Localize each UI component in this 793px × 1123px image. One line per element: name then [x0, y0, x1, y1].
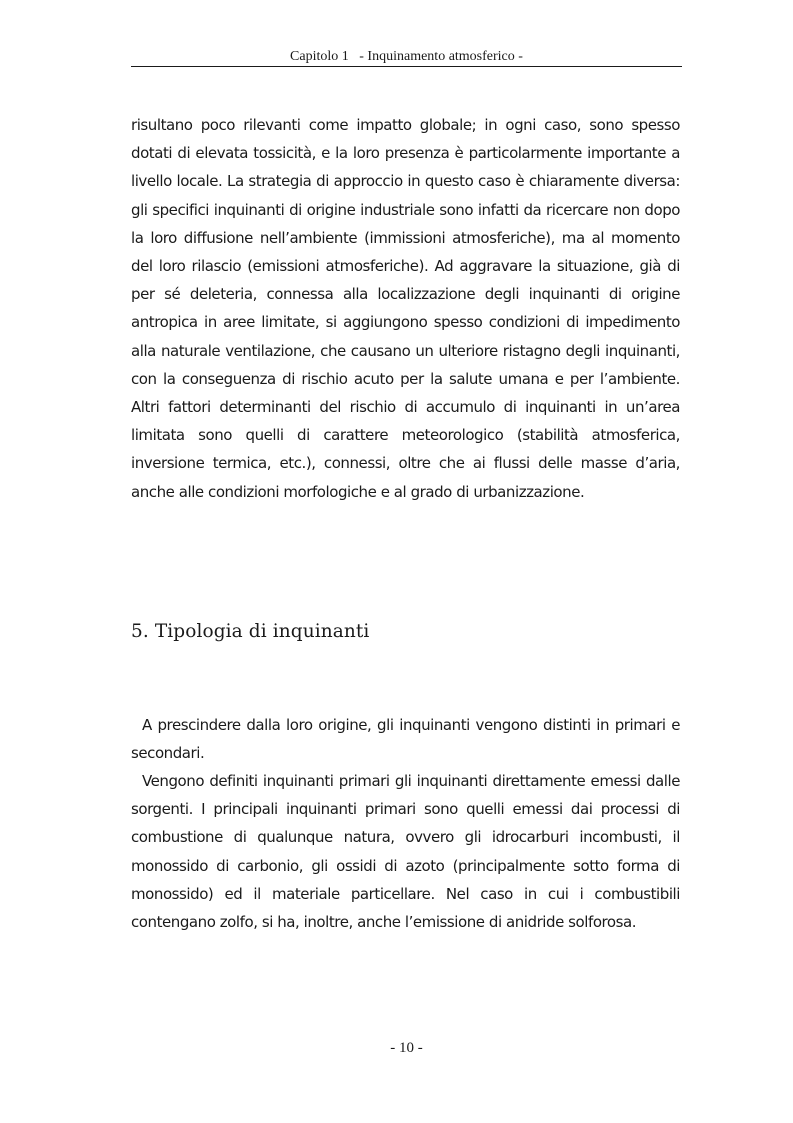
page-number: - 10 -: [390, 1040, 423, 1056]
paragraph-continuation: risultano poco rilevanti come impatto globale; in ogni caso, sono spesso dotati di elevata tossicità, e la loro presenza è particolarmente importante a livello locale. La strategia di approccio in questo caso è chiaramente diversa: gli specifici inquinanti di origine industriale sono infatti da ricercare non dopo la loro diffusione nell’ambiente (immissioni atmosferiche), ma al momento del loro rilascio (emissioni atmosferiche). Ad aggravare la situazione, già di per sé deleteria, connessa alla localizzazione degli inquinanti di origine antropica in aree limitate, si aggiungono spesso condizioni di impedimento alla naturale ventilazione, che causano un ulteriore ristagno degli inquinanti, con la conseguenza di rischio acuto per la salute umana e per l’ambiente. Altri fattori determinanti del rischio di accumulo di inquinanti in un’area limitata sono quelli di carattere meteorologico (stabilità atmosferica, inversione termica, etc.), connessi, oltre che ai flussi delle masse d’aria, anche alle condizioni morfologiche e al grado di urbanizzazione.: [131, 116, 680, 501]
paragraph-primary-pollutants: Vengono definiti inquinanti primari gli inquinanti direttamente emessi dalle sorgenti. I principali inquinanti primari sono quelli emessi dai processi di combustione di qualunque natura, ovvero gli idrocarburi incombusti, il monossido di carbonio, gli ossidi di azoto (principalmente sotto forma di monossido) ed il materiale particellare. Nel caso in cui i combustibili contengano zolfo, si ha, inoltre, anche l’emissione di anidride solforosa.: [131, 772, 680, 932]
paragraph-origin: A prescindere dalla loro origine, gli inquinanti vengono distinti in primari e secondari.: [131, 716, 680, 763]
running-header: Capitolo 1 - Inquinamento atmosferico -: [290, 49, 523, 64]
section-title: 5. Tipologia di inquinanti: [131, 621, 370, 642]
header-rule: [131, 66, 682, 67]
